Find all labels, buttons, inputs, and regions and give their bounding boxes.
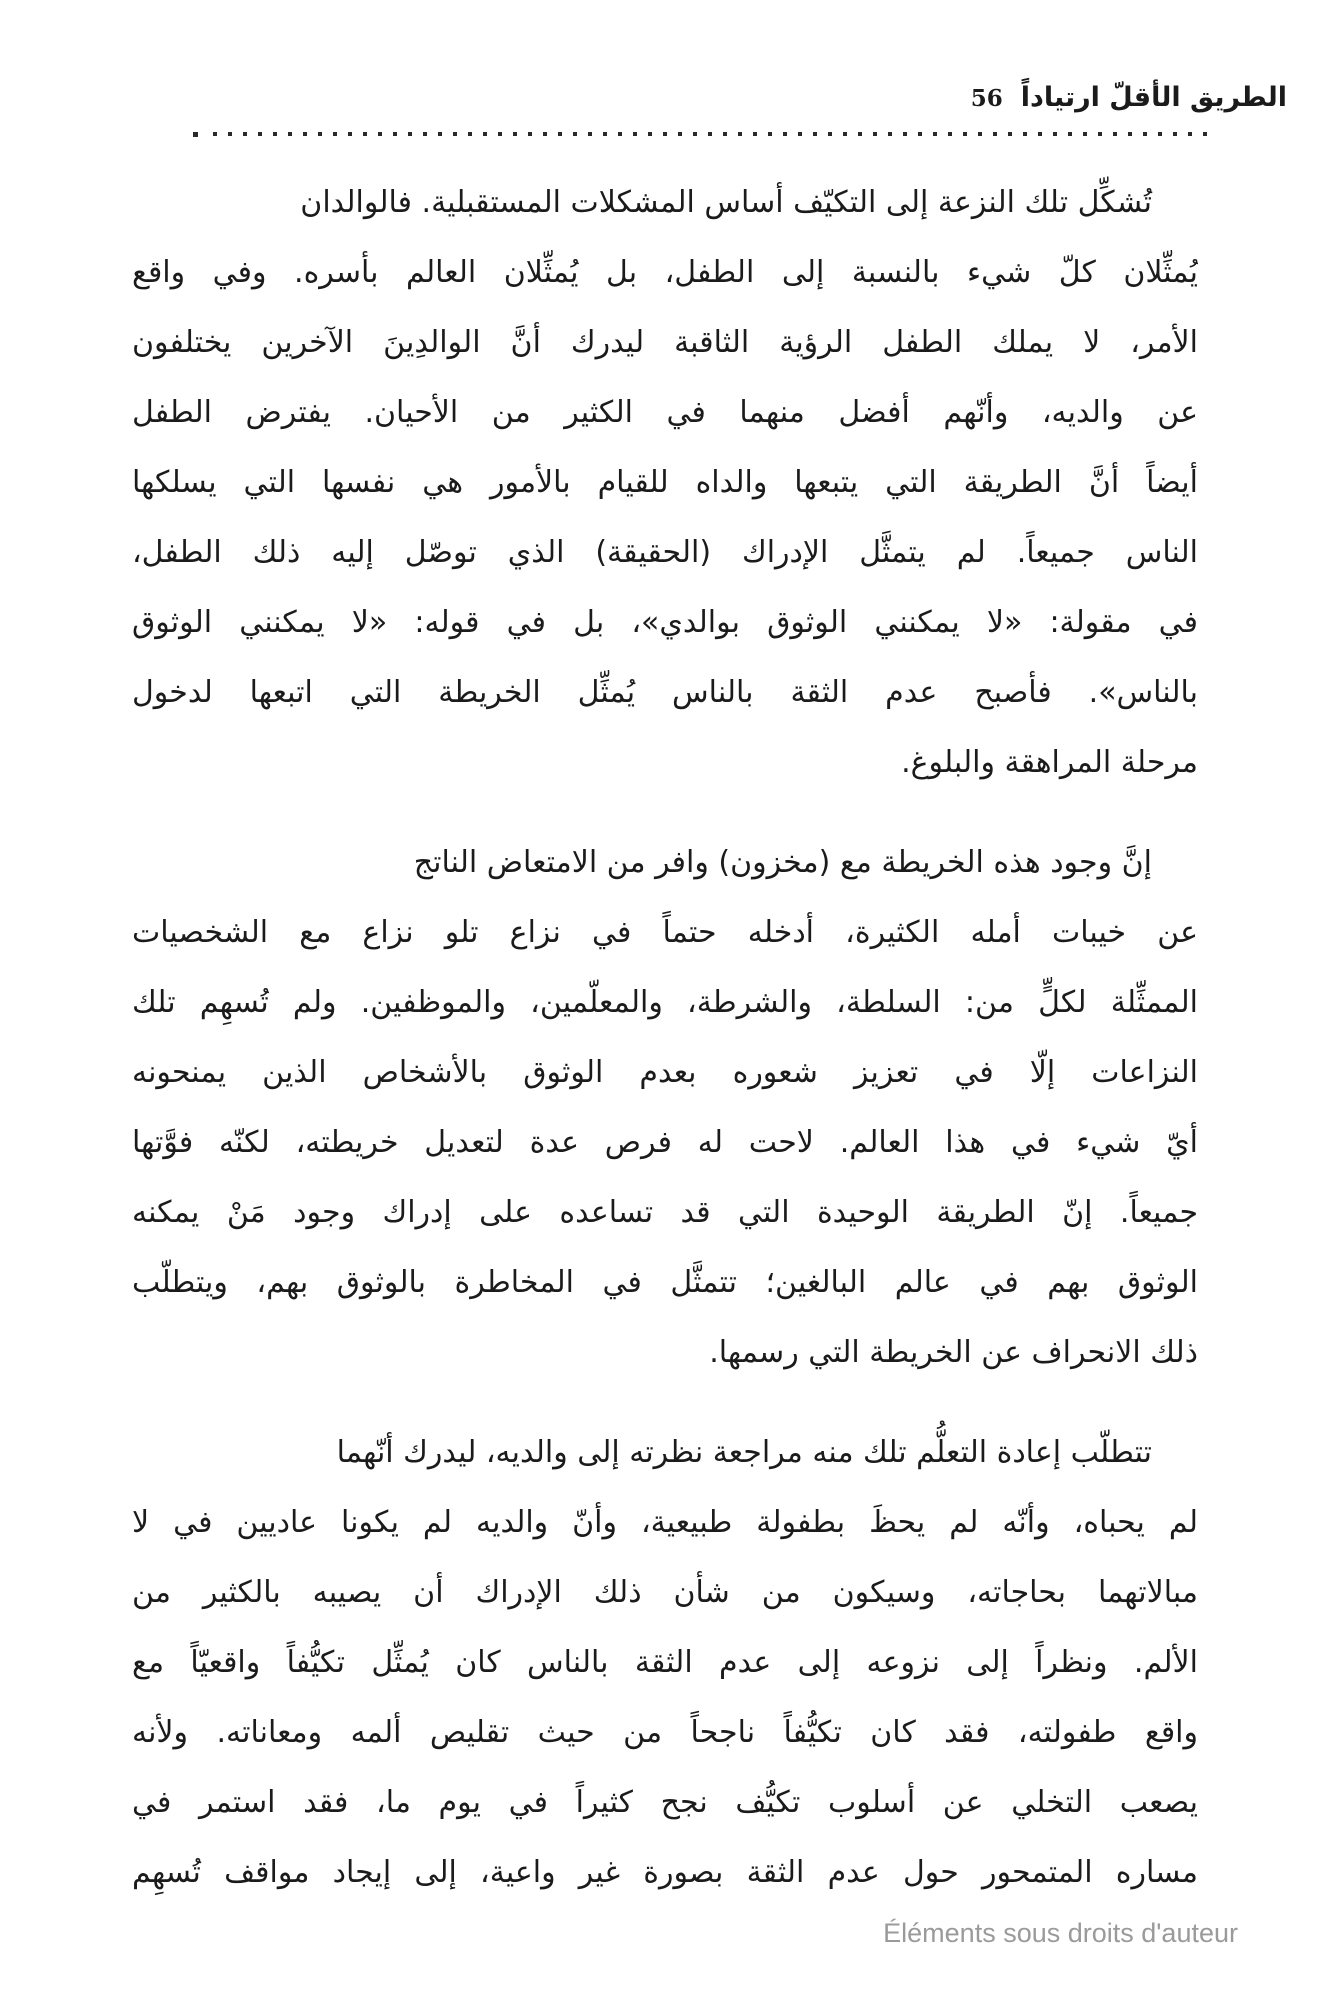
page-number: 56 [970, 85, 1003, 112]
dotted-separator [193, 131, 1210, 137]
text-line: عن والديه، وأنّهم أفضل منهما في الكثير من الأحيان. يفترض الطفل [132, 395, 1198, 430]
text-line: مرحلة المراهقة والبلوغ. [901, 745, 1198, 780]
text-line: عن خيبات أمله الكثيرة، أدخله حتماً في نزاع تلو نزاع مع الشخصيات [132, 915, 1198, 950]
text-line: أيضاً أنَّ الطريقة التي يتبعها والداه للقيام بالأمور هي نفسها التي يسلكها [132, 465, 1198, 500]
page-body [132, 168, 1198, 1908]
paragraph [132, 828, 1198, 1388]
paragraph [132, 1418, 1198, 1908]
text-line: النزاعات إلّا في تعزيز شعوره بعدم الوثوق بالأشخاص الذين يمنحونه [132, 1055, 1198, 1090]
text-line: إنَّ وجود هذه الخريطة مع (مخزون) وافر من الامتعاض الناتج [413, 845, 1152, 880]
text-line: واقع طفولته، فقد كان تكيُّفاً ناجحاً من حيث تقليص ألمه ومعاناته. ولأنه [132, 1715, 1198, 1750]
text-line: لم يحباه، وأنّه لم يحظَ بطفولة طبيعية، وأنّ والديه لم يكونا عاديين في لا [132, 1505, 1198, 1540]
running-head-title: الطريق الأقلّ ارتياداً [1020, 82, 1287, 113]
text-line: الناس جميعاً. لم يتمثَّل الإدراك (الحقيقة) الذي توصّل إليه ذلك الطفل، [132, 535, 1198, 570]
text-line: الممثِّلة لكلٍّ من: السلطة، والشرطة، والمعلّمين، والموظفين. ولم تُسهِم تلك [132, 985, 1198, 1020]
separator-dotted-line [213, 132, 1210, 136]
text-line: ذلك الانحراف عن الخريطة التي رسمها. [709, 1335, 1198, 1370]
text-line: تُشكِّل تلك النزعة إلى التكيّف أساس المشكلات المستقبلية. فالوالدان [300, 185, 1152, 220]
text-line: يُمثِّلان كلّ شيء بالنسبة إلى الطفل، بل يُمثِّلان العالم بأسره. وفي واقع [132, 255, 1198, 290]
text-line: في مقولة: «لا يمكنني الوثوق بوالدي»، بل في قوله: «لا يمكنني الوثوق [132, 605, 1198, 640]
text-line: أيّ شيء في هذا العالم. لاحت له فرص عدة لتعديل خريطته، لكنّه فوَّتها [132, 1125, 1198, 1160]
paragraph [132, 168, 1198, 798]
text-line: مساره المتمحور حول عدم الثقة بصورة غير واعية، إلى إيجاد مواقف تُسهِم [132, 1855, 1198, 1890]
text-line: تتطلّب إعادة التعلُّم تلك منه مراجعة نظرته إلى والديه، ليدرك أنّهما [336, 1435, 1152, 1470]
text-line: مبالاتهما بحاجاته، وسيكون من شأن ذلك الإدراك أن يصيبه بالكثير من [132, 1575, 1198, 1610]
text-line: الوثوق بهم في عالم البالغين؛ تتمثَّل في المخاطرة بالوثوق بهم، ويتطلّب [132, 1265, 1198, 1300]
text-line: بالناس». فأصبح عدم الثقة بالناس يُمثِّل الخريطة التي اتبعها لدخول [132, 675, 1198, 710]
text-line: جميعاً. إنّ الطريقة الوحيدة التي قد تساعده على إدراك وجود مَنْ يمكنه [132, 1195, 1198, 1230]
text-line: الألم. ونظراً إلى نزوعه إلى عدم الثقة بالناس كان يُمثِّل تكيُّفاً واقعيّاً مع [132, 1645, 1198, 1680]
page-header [971, 82, 1287, 113]
text-line: يصعب التخلي عن أسلوب تكيُّف نجح كثيراً في يوم ما، فقد استمر في [132, 1785, 1198, 1820]
text-line: الأمر، لا يملك الطفل الرؤية الثاقبة ليدرك أنَّ الوالدِينَ الآخرين يختلفون [132, 325, 1198, 360]
separator-dot [193, 132, 198, 137]
copyright-notice: Éléments sous droits d'auteur [883, 1918, 1238, 1948]
